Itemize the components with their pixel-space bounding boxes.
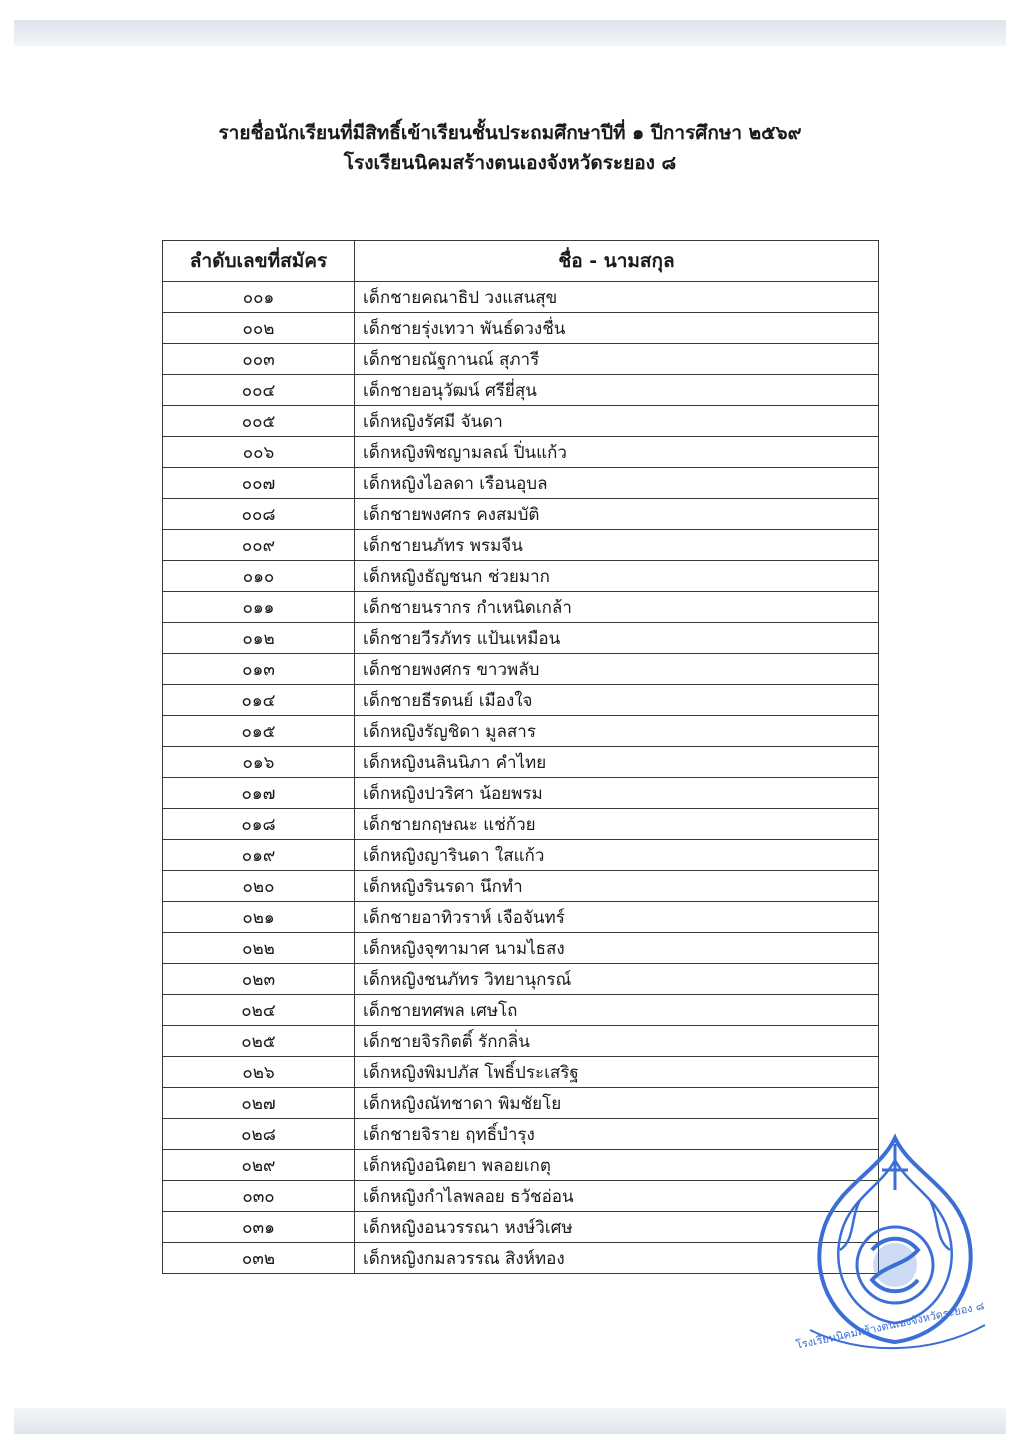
student-name: เด็กหญิงไอลดา เรือนอุบล: [355, 468, 879, 499]
student-name: เด็กชายกฤษณะ แช่ก้วย: [355, 809, 879, 840]
application-number: ๐๓๑: [163, 1212, 355, 1243]
application-number: ๐๒๓: [163, 964, 355, 995]
table-row: [163, 871, 879, 902]
application-number: ๐๐๘: [163, 499, 355, 530]
table-row: [163, 964, 879, 995]
application-number: ๐๐๔: [163, 375, 355, 406]
student-name: เด็กชายอนุวัฒน์ ศรียี่สุน: [355, 375, 879, 406]
table-row: [163, 995, 879, 1026]
application-number: ๐๐๗: [163, 468, 355, 499]
student-name: เด็กหญิงณัทชาดา พิมชัยโย: [355, 1088, 879, 1119]
scan-edge-top: [14, 20, 1006, 46]
document-title: [0, 118, 1020, 178]
student-name: เด็กชายจิรกิตติ์ รักกลิ่น: [355, 1026, 879, 1057]
application-number: ๐๒๘: [163, 1119, 355, 1150]
student-name: เด็กหญิงกำไลพลอย ธวัชอ่อน: [355, 1181, 879, 1212]
application-number: ๐๐๒: [163, 313, 355, 344]
table-row: [163, 747, 879, 778]
student-name: เด็กชายรุ่งเทวา พันธ์ดวงชื่น: [355, 313, 879, 344]
student-name: เด็กชายพงศกร คงสมบัติ: [355, 499, 879, 530]
student-name: เด็กชายจิราย ฤทธิ์บำรุง: [355, 1119, 879, 1150]
table-row: [163, 592, 879, 623]
table-row: [163, 933, 879, 964]
student-name: เด็กหญิงปวริศา น้อยพรม: [355, 778, 879, 809]
table-row: [163, 344, 879, 375]
student-name: เด็กหญิงชนภัทร วิทยานุกรณ์: [355, 964, 879, 995]
table-row: [163, 406, 879, 437]
application-number: ๐๒๙: [163, 1150, 355, 1181]
table-row: [163, 840, 879, 871]
table-row: [163, 437, 879, 468]
application-number: ๐๒๑: [163, 902, 355, 933]
table-row: [163, 313, 879, 344]
student-name: เด็กหญิงรินรดา นึกทำ: [355, 871, 879, 902]
table-row: [163, 1088, 879, 1119]
application-number: ๐๒๕: [163, 1026, 355, 1057]
student-name: เด็กชายวีรภัทร แป้นเหมือน: [355, 623, 879, 654]
student-name: เด็กหญิงรัศมี จันดา: [355, 406, 879, 437]
student-name: เด็กชายคณาธิป วงแสนสุข: [355, 282, 879, 313]
title-line-2: โรงเรียนนิคมสร้างตนเองจังหวัดระยอง ๘: [343, 152, 677, 174]
student-name: เด็กหญิงรัญชิดา มูลสาร: [355, 716, 879, 747]
application-number: ๐๑๕: [163, 716, 355, 747]
table-row: [163, 809, 879, 840]
application-number: ๐๓๐: [163, 1181, 355, 1212]
table-row: [163, 902, 879, 933]
student-name: เด็กหญิงพิมปภัส โพธิ์ประเสริฐ: [355, 1057, 879, 1088]
application-number: ๐๑๔: [163, 685, 355, 716]
table-row: [163, 1212, 879, 1243]
application-number: ๐๑๐: [163, 561, 355, 592]
student-name: เด็กชายณัฐกานณ์ สุภารี: [355, 344, 879, 375]
student-name: เด็กชายนรากร กำเหนิดเกล้า: [355, 592, 879, 623]
application-number: ๐๑๙: [163, 840, 355, 871]
application-number: ๐๑๗: [163, 778, 355, 809]
student-name: เด็กชายนภัทร พรมจีน: [355, 530, 879, 561]
student-list-table: [162, 240, 879, 1274]
table-row: [163, 1057, 879, 1088]
student-name: เด็กชายอาทิวราห์ เจือจันทร์: [355, 902, 879, 933]
table-row: [163, 282, 879, 313]
table-row: [163, 468, 879, 499]
table-row: [163, 499, 879, 530]
application-number: ๐๐๑: [163, 282, 355, 313]
student-name: เด็กหญิงธัญชนก ช่วยมาก: [355, 561, 879, 592]
student-name: เด็กชายพงศกร ขาวพลับ: [355, 654, 879, 685]
application-number: ๐๐๕: [163, 406, 355, 437]
application-number: ๐๑๑: [163, 592, 355, 623]
application-number: ๐๑๘: [163, 809, 355, 840]
table-row: [163, 1243, 879, 1274]
application-number: ๐๒๒: [163, 933, 355, 964]
student-name: เด็กชายธีรดนย์ เมืองใจ: [355, 685, 879, 716]
table-row: [163, 530, 879, 561]
seal-text: โรงเรียนนิคมสร้างตนเองจังหวัดระยอง ๘: [794, 1299, 986, 1352]
student-name: เด็กหญิงพิชญามลณ์ ปิ่นแก้ว: [355, 437, 879, 468]
title-line-1: รายชื่อนักเรียนที่มีสิทธิ์เข้าเรียนชั้นประถมศึกษาปีที่ ๑ ปีการศึกษา ๒๕๖๙: [218, 122, 802, 144]
student-name: เด็กหญิงอนวรรณา หงษ์วิเศษ: [355, 1212, 879, 1243]
table-row: [163, 1026, 879, 1057]
student-name: เด็กหญิงกมลวรรณ สิงห์ทอง: [355, 1243, 879, 1274]
application-number: ๐๑๖: [163, 747, 355, 778]
table-row: [163, 1181, 879, 1212]
table-header-row: [163, 241, 879, 282]
table-row: [163, 685, 879, 716]
application-number: ๐๒๗: [163, 1088, 355, 1119]
table-row: [163, 623, 879, 654]
student-name: เด็กหญิงอนิตยา พลอยเกตุ: [355, 1150, 879, 1181]
table-row: [163, 778, 879, 809]
header-number: ลำดับเลขที่สมัคร: [163, 241, 355, 282]
table-row: [163, 561, 879, 592]
table-row: [163, 1150, 879, 1181]
application-number: ๐๓๒: [163, 1243, 355, 1274]
table-row: [163, 375, 879, 406]
table-row: [163, 716, 879, 747]
student-name: เด็กหญิงนลินนิภา คำไทย: [355, 747, 879, 778]
application-number: ๐๒๖: [163, 1057, 355, 1088]
student-name: เด็กหญิงจุฑามาศ นามไธสง: [355, 933, 879, 964]
student-name: เด็กหญิงญารินดา ใสแก้ว: [355, 840, 879, 871]
student-name: เด็กชายทศพล เศษโถ: [355, 995, 879, 1026]
application-number: ๐๐๙: [163, 530, 355, 561]
header-name: ชื่อ - นามสกุล: [355, 241, 879, 282]
application-number: ๐๑๒: [163, 623, 355, 654]
application-number: ๐๐๖: [163, 437, 355, 468]
application-number: ๐๒๔: [163, 995, 355, 1026]
table-row: [163, 654, 879, 685]
scan-edge-bottom: [14, 1408, 1006, 1434]
application-number: ๐๒๐: [163, 871, 355, 902]
table-row: [163, 1119, 879, 1150]
application-number: ๐๐๓: [163, 344, 355, 375]
application-number: ๐๑๓: [163, 654, 355, 685]
